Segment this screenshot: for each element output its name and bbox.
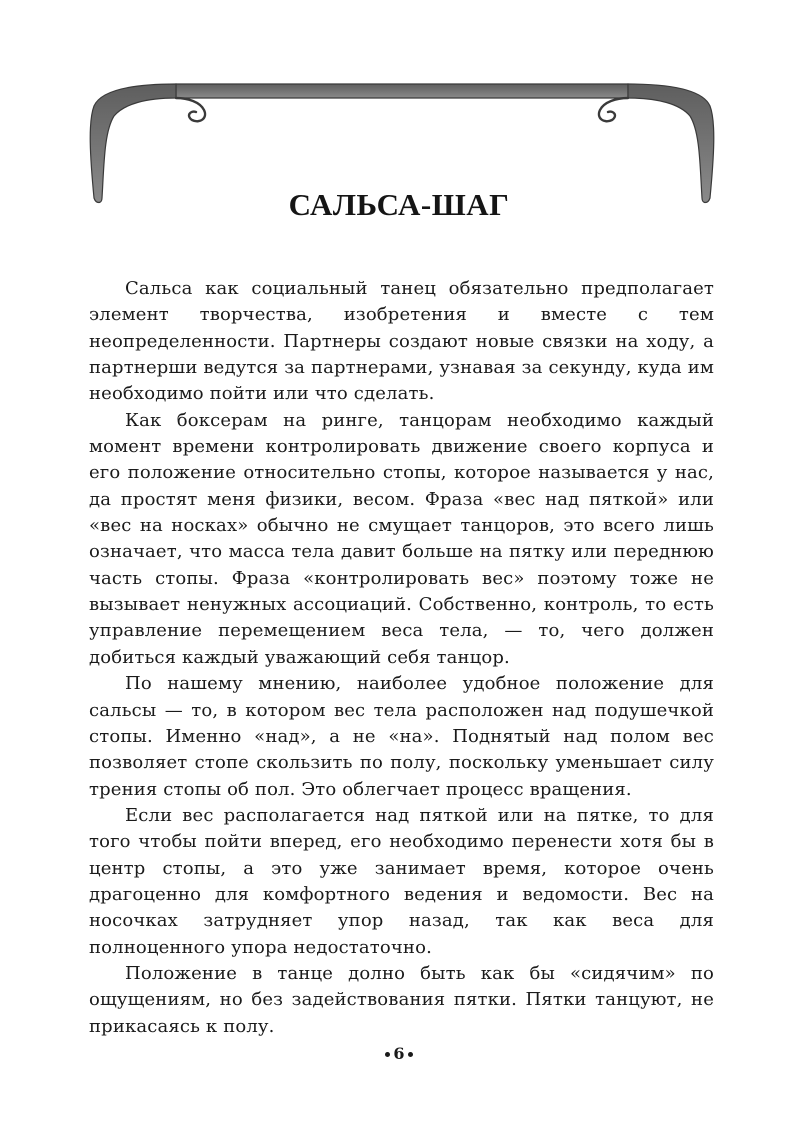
page-number-footer (0, 1044, 798, 1063)
paragraph: По нашему мнению, наиболее удобное положение для сальсы — то, в котором вес тела расположен над подушечкой стопы. Именно «над», а не «на». Поднятый над полом вес позволяет стопе скользить по полу, поскольку уменьшает силу трения стопы об пол. Это облегчает процесс вращения. (89, 673, 714, 800)
paragraph: Если вес располагается над пяткой или на пятке, то для того чтобы пойти вперед, его необходимо перенести хотя бы в центр стопы, а это уже занимает время, которое очень драгоценно для комфортного ведения и ведомости. Вес на носочках затрудняет упор назад, так как веса для полноценного упора недостаточно. (89, 804, 714, 958)
bullet-dot-left-icon (385, 1052, 390, 1057)
chapter-title: САЛЬСА-ШАГ (288, 187, 510, 222)
paragraph: Сальса как социальный танец обязательно предполагает элемент творчества, изобретения и вместе с тем неопределенности. Партнеры создают новые связки на ходу, а партнерши ведутся за партнерами, узнавая за секунду, куда им необходимо пойти или что сделать. (89, 278, 714, 405)
page-number: 6 (393, 1044, 405, 1063)
paragraph: Как боксерам на ринге, танцорам необходимо каждый момент времени контролировать движение своего корпуса и его положение относительно стопы, которое называется у нас, да простят меня физики, весом. Фраза «вес над пяткой» или «вес на носках» обычно не смущает танцоров, это всего лишь означает, что масса тела давит больше на пятку или переднюю часть стопы. Фраза «контролировать вес» поэтому тоже не вызывает ненужных ассоциаций. Собственно, контроль, то есть управление перемещением веса тела, — то, чего должен добиться каждый уважающий себя танцор. (89, 409, 714, 668)
bullet-dot-right-icon (408, 1052, 413, 1057)
chapter-body (89, 276, 714, 1040)
paragraph: Положение в танце долно быть как бы «сидячим» по ощущениям, но без задействования пятки. Пятки танцуют, не прикасаясь к полу. (89, 962, 714, 1037)
